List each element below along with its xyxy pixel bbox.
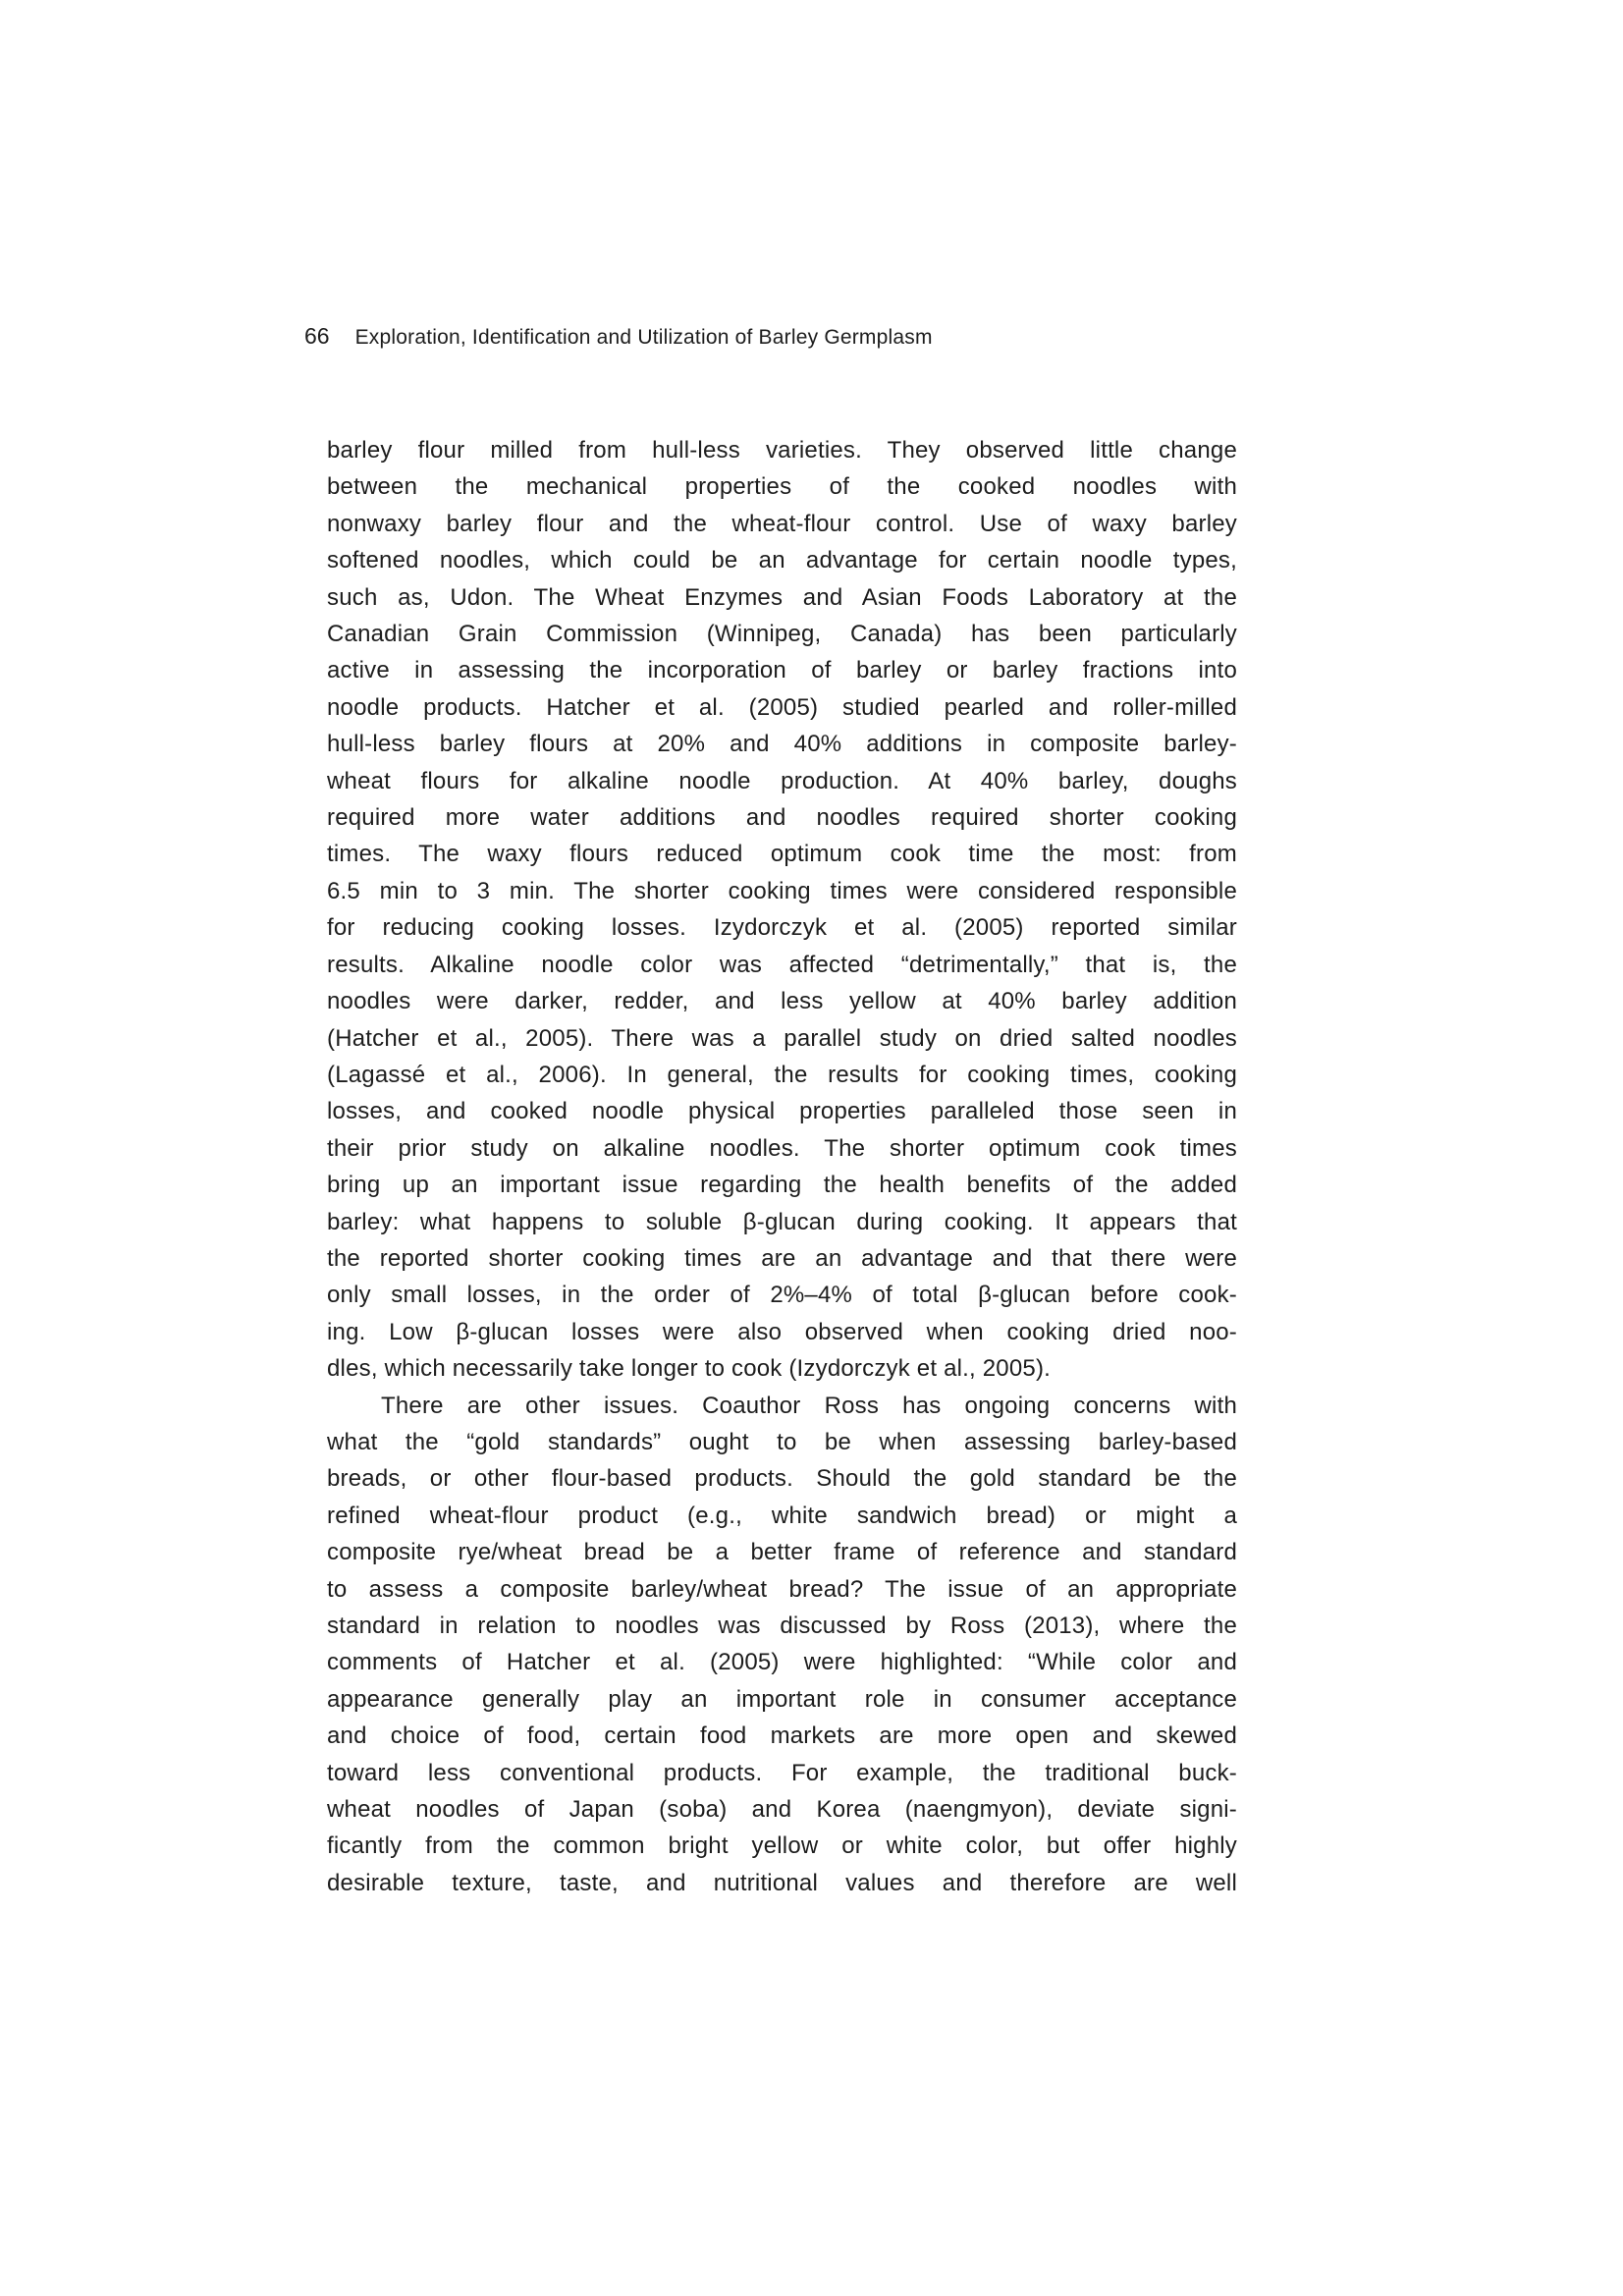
text-line: 6.5 min to 3 min. The shorter cooking times were considered responsible [327, 877, 1237, 904]
page-number: 66 [304, 323, 330, 349]
text-line: appearance generally play an important role in consumer acceptance [327, 1685, 1237, 1713]
text-line: breads, or other flour-based products. Should the gold standard be the [327, 1465, 1237, 1493]
text-line: noodle products. Hatcher et al. (2005) studied pearled and roller-milled [327, 693, 1237, 721]
text-line: times. The waxy flours reduced optimum cook time the most: from [327, 841, 1237, 868]
body-text [327, 432, 1237, 1901]
running-head [304, 324, 933, 349]
text-line: toward less conventional products. For example, the traditional buck- [327, 1759, 1237, 1786]
text-line: active in assessing the incorporation of barley or barley fractions into [327, 657, 1237, 684]
text-line: desirable texture, taste, and nutritional values and therefore are well [327, 1869, 1237, 1896]
text-line: the reported shorter cooking times are an advantage and that there were [327, 1244, 1237, 1272]
text-line: barley flour milled from hull-less varieties. They observed little change [327, 437, 1237, 464]
text-line: composite rye/wheat bread be a better frame of reference and standard [327, 1539, 1237, 1566]
text-line: refined wheat-flour product (e.g., white sandwich bread) or might a [327, 1502, 1237, 1529]
running-title: Exploration, Identification and Utilization of Barley Germplasm [354, 326, 933, 349]
text-line: ficantly from the common bright yellow or white color, but offer highly [327, 1832, 1237, 1860]
text-line: ing. Low β-glucan losses were also observed when cooking dried noo- [327, 1318, 1237, 1345]
text-line: hull-less barley flours at 20% and 40% additions in composite barley- [327, 731, 1237, 758]
text-line: losses, and cooked noodle physical properties paralleled those seen in [327, 1098, 1237, 1125]
text-line: noodles were darker, redder, and less yellow at 40% barley addition [327, 988, 1237, 1015]
text-line: results. Alkaline noodle color was affected “detrimentally,” that is, the [327, 951, 1237, 978]
text-line: There are other issues. Coauthor Ross has ongoing concerns with [381, 1392, 1237, 1419]
text-line: to assess a composite barley/wheat bread? The issue of an appropriate [327, 1575, 1237, 1603]
text-line: softened noodles, which could be an advantage for certain noodle types, [327, 547, 1237, 574]
text-line: Canadian Grain Commission (Winnipeg, Canada) has been particularly [327, 621, 1237, 648]
text-line: such as, Udon. The Wheat Enzymes and Asian Foods Laboratory at the [327, 583, 1237, 611]
text-line: wheat flours for alkaline noodle production. At 40% barley, doughs [327, 767, 1237, 794]
text-line: dles, which necessarily take longer to cook (Izydorczyk et al., 2005). [327, 1355, 1051, 1383]
text-line: (Hatcher et al., 2005). There was a parallel study on dried salted noodles [327, 1024, 1237, 1052]
text-line: for reducing cooking losses. Izydorczyk et al. (2005) reported similar [327, 914, 1237, 942]
text-line: their prior study on alkaline noodles. The shorter optimum cook times [327, 1134, 1237, 1162]
text-line: between the mechanical properties of the cooked noodles with [327, 473, 1237, 501]
text-line: what the “gold standards” ought to be when assessing barley-based [327, 1428, 1237, 1455]
text-line: standard in relation to noodles was discussed by Ross (2013), where the [327, 1613, 1237, 1639]
text-line: required more water additions and noodles required shorter cooking [327, 804, 1237, 832]
text-line: nonwaxy barley flour and the wheat-flour control. Use of waxy barley [327, 510, 1237, 537]
text-line: comments of Hatcher et al. (2005) were highlighted: “While color and [327, 1649, 1237, 1676]
text-line: and choice of food, certain food markets are more open and skewed [327, 1722, 1237, 1750]
text-line: only small losses, in the order of 2%–4% of total β-glucan before cook- [327, 1282, 1237, 1309]
text-line: (Lagassé et al., 2006). In general, the results for cooking times, cooking [327, 1061, 1237, 1088]
text-line: wheat noodles of Japan (soba) and Korea (naengmyon), deviate signi- [327, 1796, 1237, 1824]
text-line: barley: what happens to soluble β-glucan during cooking. It appears that [327, 1208, 1237, 1235]
text-line: bring up an important issue regarding the health benefits of the added [327, 1172, 1237, 1199]
